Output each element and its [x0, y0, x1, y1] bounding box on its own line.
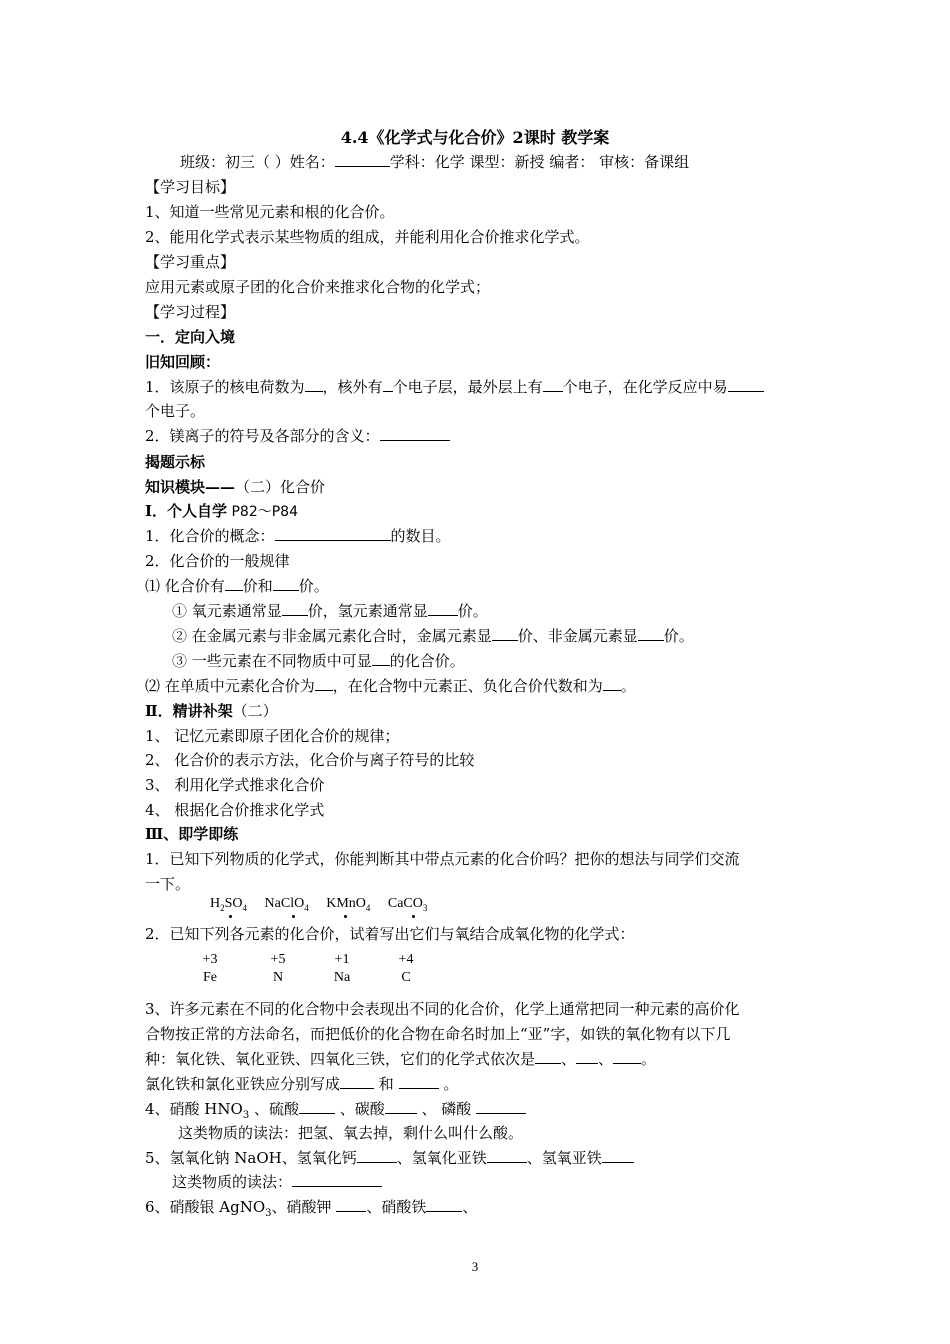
element-dot — [292, 915, 295, 918]
element-1: Fe — [203, 970, 217, 985]
reveal-title: 揭题示标 — [145, 453, 206, 471]
blank[interactable] — [613, 1048, 641, 1064]
rule-1a: ① 氧元素通常显 价，氢元素通常显 价。 — [172, 602, 488, 620]
blank[interactable] — [576, 1048, 598, 1064]
exercise-2: 2．已知下列各元素的化合价，试着写出它们与氧结合成氧化物的化学式： — [145, 925, 635, 943]
valence-3: +1 — [334, 952, 350, 967]
goal-heading: 【学习目标】 — [145, 178, 236, 196]
page-number: 3 — [471, 1259, 479, 1274]
blank[interactable] — [282, 600, 308, 616]
formula-list — [210, 896, 441, 913]
blank[interactable] — [602, 1147, 634, 1163]
question-1: 1．该原子的核电荷数为 ，核外有 个电子层，最外层上有 个电子，在化学反应中易 — [145, 376, 764, 398]
key-1: 应用元素或原子团的化合价来推求化合物的化学式； — [145, 278, 491, 296]
header-class: 班级：初三（ ）姓名： — [180, 153, 335, 171]
formula-naclo4: NaClO$_4$ — [265, 896, 309, 911]
blank[interactable] — [292, 1171, 382, 1187]
point-1: 1、 记忆元素即原子团化合价的规律； — [145, 727, 400, 745]
exercise-1-cont: 一下。 — [145, 875, 191, 893]
blank[interactable] — [426, 1196, 462, 1212]
exercise-4-note: 这类物质的读法：把氢、氧去掉，剩什么叫什么酸。 — [178, 1124, 524, 1142]
goal-2: 2、能用化学式表示某些物质的组成，并能利用化合价推求化学式。 — [145, 228, 590, 246]
goal-1: 1、知道一些常见元素和根的化合价。 — [145, 203, 395, 221]
formula-kmno4: KMnO$_4$ — [326, 896, 370, 911]
concept-line: 1．化合价的概念： 的数目。 — [145, 527, 451, 545]
blank[interactable] — [336, 1196, 366, 1212]
header-line — [180, 151, 689, 173]
exercise-6: 6、硝酸银 AgNO$_3$、硝酸钾 、硝酸铁 、 — [145, 1198, 478, 1219]
point-2: 2、 化合价的表示方法，化合价与离子符号的比较 — [145, 751, 475, 769]
exercise-3-line2: 合物按正常的方法命名，而把低价的化合物在命名时加上“亚”字，如铁的氧化物有以下几 — [145, 1025, 731, 1043]
page-title: 4.4《化学式与化合价》2课时 教学案 — [340, 128, 610, 147]
rule-2: ⑵ 在单质中元素化合价为 ，在化合物中元素正、负化合价代数和为 。 — [145, 677, 636, 695]
key-heading: 【学习重点】 — [145, 253, 236, 271]
blank[interactable] — [273, 575, 299, 591]
valence-1: +3 — [202, 952, 218, 967]
exercise-3-line4: 氯化铁和氯化亚铁应分别写成 和 。 — [145, 1075, 459, 1093]
formula-h2so4: $H_2SO_4$ — [210, 896, 247, 911]
section-3-title: Ⅲ、即学即练 — [145, 825, 239, 843]
blank[interactable] — [399, 1073, 439, 1089]
element-4: C — [401, 970, 411, 985]
blank[interactable] — [340, 1073, 374, 1089]
section-1-title: 一．定向入境 — [145, 328, 236, 346]
question-1-cont: 个电子。 — [145, 402, 206, 420]
blank[interactable] — [428, 600, 458, 616]
name-blank[interactable] — [335, 151, 390, 167]
rule-1c: ③ 一些元素在不同物质中可显 的化合价。 — [172, 652, 465, 670]
blank[interactable] — [372, 650, 390, 666]
blank[interactable] — [380, 425, 450, 441]
blank[interactable] — [543, 376, 563, 392]
blank[interactable] — [385, 1098, 417, 1114]
blank[interactable] — [603, 675, 621, 691]
process-heading: 【学习过程】 — [145, 303, 236, 321]
review-title: 旧知回顾： — [145, 353, 221, 371]
exercise-4: 4、硝酸 $HNO_3$ 、硫酸 、碳酸 、 磷酸 — [145, 1098, 526, 1127]
blank[interactable] — [487, 1147, 527, 1163]
blank[interactable] — [638, 625, 664, 641]
element-dot — [412, 915, 415, 918]
formula-caco3: CaCO$_3$ — [388, 896, 428, 911]
element-3: Na — [333, 970, 351, 985]
blank[interactable] — [535, 1048, 561, 1064]
header-subject: 学科：化学 课型：新授 编者： 审核：备课组 — [389, 153, 690, 171]
exercise-5-note: 这类物质的读法： — [172, 1171, 382, 1193]
self-study-title: Ⅰ．个人自学 P82～P84 — [145, 502, 298, 520]
point-4: 4、 根据化合价推求化学式 — [145, 801, 325, 819]
blank[interactable] — [383, 376, 393, 392]
module-title: 知识模块——（二）化合价 — [145, 478, 326, 496]
blank[interactable] — [357, 1147, 397, 1163]
element-2: N — [272, 970, 284, 985]
blank[interactable] — [305, 376, 323, 392]
exercise-3: 3、许多元素在不同的化合物中会表现出不同的化合价，化学上通常把同一种元素的高价化 — [145, 1000, 740, 1018]
exercise-1: 1．已知下列物质的化学式，你能判断其中带点元素的化合价吗？把你的想法与同学们交流 — [145, 850, 740, 868]
blank[interactable] — [476, 1098, 526, 1114]
rule-1: ⑴ 化合价有 价和 价。 — [145, 577, 329, 595]
valence-2: +5 — [270, 952, 286, 967]
blank[interactable] — [728, 376, 764, 392]
element-dot — [229, 915, 232, 918]
blank[interactable] — [492, 625, 518, 641]
rules-title: 2．化合价的一般规律 — [145, 552, 290, 570]
blank[interactable] — [275, 525, 391, 541]
rule-1b: ② 在金属元素与非金属元素化合时，金属元素显 价、非金属元素显 价。 — [172, 627, 694, 645]
valence-4: +4 — [398, 952, 414, 967]
point-3: 3、 利用化学式推求化合价 — [145, 776, 325, 794]
question-2: 2．镁离子的符号及各部分的含义： — [145, 425, 450, 447]
blank[interactable] — [315, 675, 333, 691]
blank[interactable] — [225, 575, 243, 591]
exercise-5: 5、氢氧化钠 NaOH、氢氧化钙 、氢氧化亚铁 、氢氧亚铁 — [145, 1147, 634, 1169]
element-dot — [344, 915, 347, 918]
exercise-3-line3: 种：氧化铁、氧化亚铁、四氧化三铁，它们的化学式依次是 、 、 。 — [145, 1050, 657, 1068]
section-2-title: Ⅱ．精讲补架（二） — [145, 702, 278, 720]
blank[interactable] — [299, 1098, 335, 1114]
